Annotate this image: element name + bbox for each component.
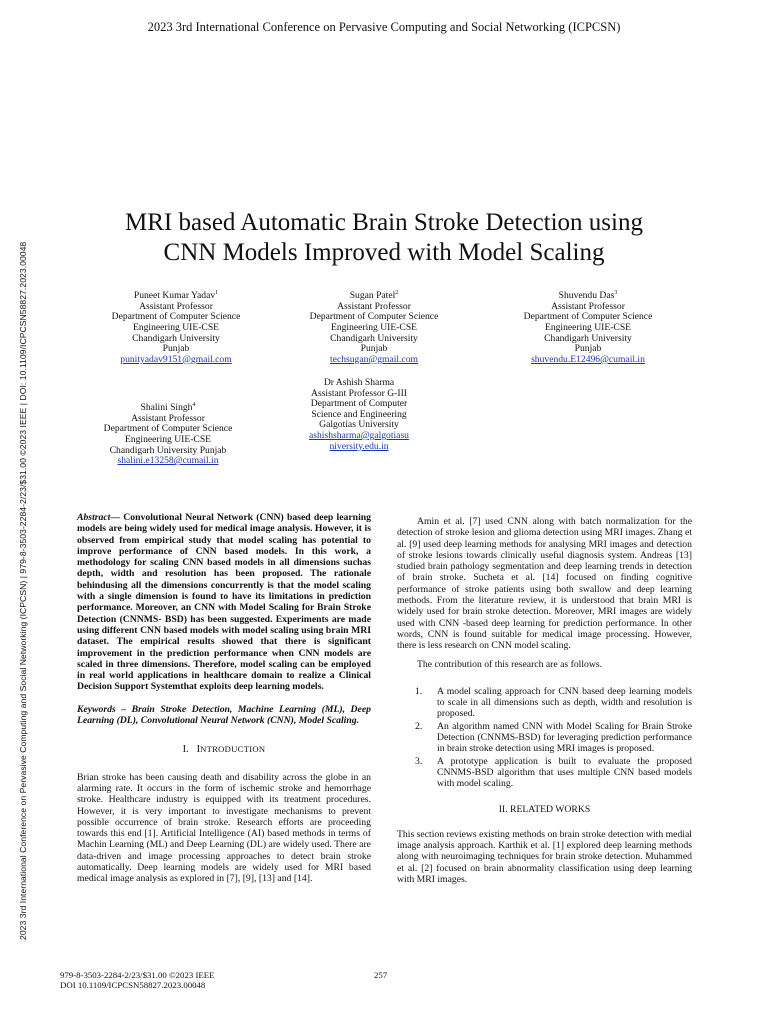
title-line-1: MRI based Automatic Brain Stroke Detection using [125,209,643,236]
author-line: Engineering UIE-CSE [330,321,418,333]
contribution-list [397,686,692,790]
author-affil-mark: 2 [395,290,399,296]
author-email-link[interactable]: shalini.e13258@cumail.in [117,455,219,467]
author-affil-mark: 3 [614,290,618,296]
author-line: Assistant Professor [131,412,205,424]
author-line: Assistant Professor G-III [311,387,407,399]
section-heading-introduction [77,744,371,755]
paper-title [40,208,728,268]
related-works-paragraph: This section reviews existing methods on brain stroke detection with medial image analysis approach. Karthik et al. [1] explored deep learning methods along with neuroimaging techniques for brain stroke detection. Muhammed et al. [2] focused on brain abnormality classification using deep learning with MRI images. [397,828,692,886]
author-email-link[interactable]: techsugan@gmail.com [330,353,418,365]
related-review-paragraph: Amin et al. [7] used CNN along with batch normalization for the detection of stroke lesion and glioma detection using MRI images. Zhang et al. [9] used deep learning methods for analysing MRI images and detection of stroke lesions towards clinically useful diagnosis system. Andreas [13] studied brain pathology segmentation and deep learning trends in detection of brain stroke. Sucheta et al. [14] focused on finding cognitive performance of stroke patients using both swallow and deep learning methods. From the literature review, it is understood that brain MRI is widely used for brain stroke detection. Moreover, MRI images are widely used with CNN -based deep learning for prediction performance. In other words, CNN is found suitable for medical image processing. However, there is less research on CNN model scaling. [397,516,692,652]
author-line: Department of Computer Science [523,311,653,323]
author-line: Punjab [162,343,190,355]
author-line: Engineering UIE-CSE [132,321,220,333]
author-email-link[interactable]: shuvendu.E12496@cumail.in [531,353,645,365]
author-affil-mark: 4 [192,402,196,408]
abstract-lead: Abstract [77,512,111,523]
author-email-link[interactable]: punityadav9151@gmail.com [120,353,232,365]
author-name: Shuvendu Das [558,290,615,302]
author-block-2 [286,288,462,365]
section-number: I. [182,744,189,756]
author-name: Sugan Patel [349,290,396,302]
section-title-initial: I [196,744,201,756]
author-line: Chandigarh University [544,332,632,344]
introduction-paragraph: Brian stroke has been causing death and disability across the globe in an alarming rate. It occurs in the form of ischemic stroke and hemorrhage stroke. Healthcare industry is equipped with its treatment procedures. However, it is very important to investigate mechanisms to prevent possible occurrence of brain stroke. Research efforts are proceeding towards this end [1]. Artificial Intelligence (AI) based methods in terms of Machin Learning (ML) and Deep Learning (DL) are widely used. There are data-driven and image processing approaches to detect brain stroke automatically. Deep learning models are widely used for MRI based medical image analysis as explored in [7], [9], [13] and [14]. [77,771,371,885]
author-line: Assistant Professor [551,300,625,312]
author-email-link-cont[interactable]: niversity.edu.in [329,440,389,452]
list-item [397,756,692,790]
author-name: Puneet Kumar Yadav [133,290,216,302]
section-title-rest: NTRODUCTION [200,744,266,755]
list-item [397,721,692,755]
author-line: Punjab [360,343,388,355]
author-line: Assistant Professor [337,300,411,312]
footer-copyright [60,970,215,990]
author-line: Punjab [574,343,602,355]
footer-doi: DOI 10.1109/ICPCSN58827.2023.00048 [60,980,206,990]
keywords: Keywords – Brain Stroke Detection, Machine Learning (ML), Deep Learning (DL), Convolutional Neural Network (CNN), Model Scaling. [77,703,371,727]
footer-isbn: 979-8-3503-2284-2/23/$31.00 ©2023 IEEE [60,970,215,980]
title-line-2: CNN Models Improved with Model Scaling [163,239,605,266]
abstract [77,512,371,693]
author-block-1 [86,288,266,365]
list-number: 1. [415,685,423,697]
list-item [397,686,692,720]
author-line: Department of Computer Science [309,311,439,323]
author-line: Engineering UIE-CSE [544,321,632,333]
author-block-4 [80,400,256,467]
author-email-link[interactable]: ashishsharma@galgotiasu [309,429,409,441]
author-line: Chandigarh University [330,332,418,344]
list-text: An algorithm named CNN with Model Scaling for Brain Stroke Detection (CNNMS-BSD) for leveraging prediction performance in brain stroke detection using MRI images is proposed. [437,720,692,755]
section-heading-related-works: II. RELATED WORKS [498,803,591,815]
author-line: Department of Computer Science [103,423,233,435]
side-doi-strip: 2023 3rd International Conference on Pervasive Computing and Social Networking (ICPCSN) | 979-8-3503-2284-2/23/$31.00 ©2023 IEEE | DOI: 10.1109/ICPCSN58827.2023.00048 [18,241,28,940]
author-block-3 [488,288,688,365]
author-line: Science and Engineering [311,408,407,420]
author-line: Galgotias University [319,419,399,431]
list-text: A model scaling approach for CNN based deep learning models to scale in all dimensions such as depth, width and resolution is proposed. [437,685,692,720]
author-block-5 [286,378,432,452]
list-number: 2. [415,720,423,732]
author-name: Shalini Singh [140,402,193,414]
author-line: Engineering UIE-CSE [124,433,212,445]
author-line: Chandigarh University Punjab [109,444,227,456]
author-line: Department of Computer [310,398,408,410]
list-text: A prototype application is built to evaluate the proposed CNNMS-BSD algorithm that uses multiple CNN based models with model scaling. [437,755,692,790]
author-line: Assistant Professor [139,300,213,312]
page-number: 257 [374,970,388,980]
abstract-text: — Convolutional Neural Network (CNN) based deep learning models are being widely used for medical image analysis. However, it is observed from empirical study that model scaling has potential to improve performance of CNN based models. In this work, a methodology for scaling CNN based models in all dimensions suchas depth, width and resolution has been proposed. The rationale behindusing all the dimensions concurrently is that the model scaling with a single dimension is found to have its limitations in prediction performance. Moreover, an CNN with Model Scaling for Brain Stroke Detection (CNNMS- BSD) has been suggested. Experiments are made using different CNN based models with model scaling using brain MRI dataset. The empirical results showed that there is significant improvement in the prediction performance when CNN models are scaled in three dimensions. Therefore, model scaling can be employed in real world applications in healthcare domain to realize a Clinical Decision Support Systemthat exploits deep learning models. [77,512,371,693]
author-line: Department of Computer Science [111,311,241,323]
right-column [397,516,692,885]
author-line: Chandigarh University [132,332,220,344]
contribution-intro: The contribution of this research are as follows. [417,658,603,670]
list-number: 3. [415,755,423,767]
conference-header: 2023 3rd International Conference on Pervasive Computing and Social Networking (ICPCSN) [147,20,621,34]
author-affil-mark: 1 [215,290,219,296]
author-name: Dr Ashish Sharma [323,377,395,388]
left-column [77,512,371,885]
